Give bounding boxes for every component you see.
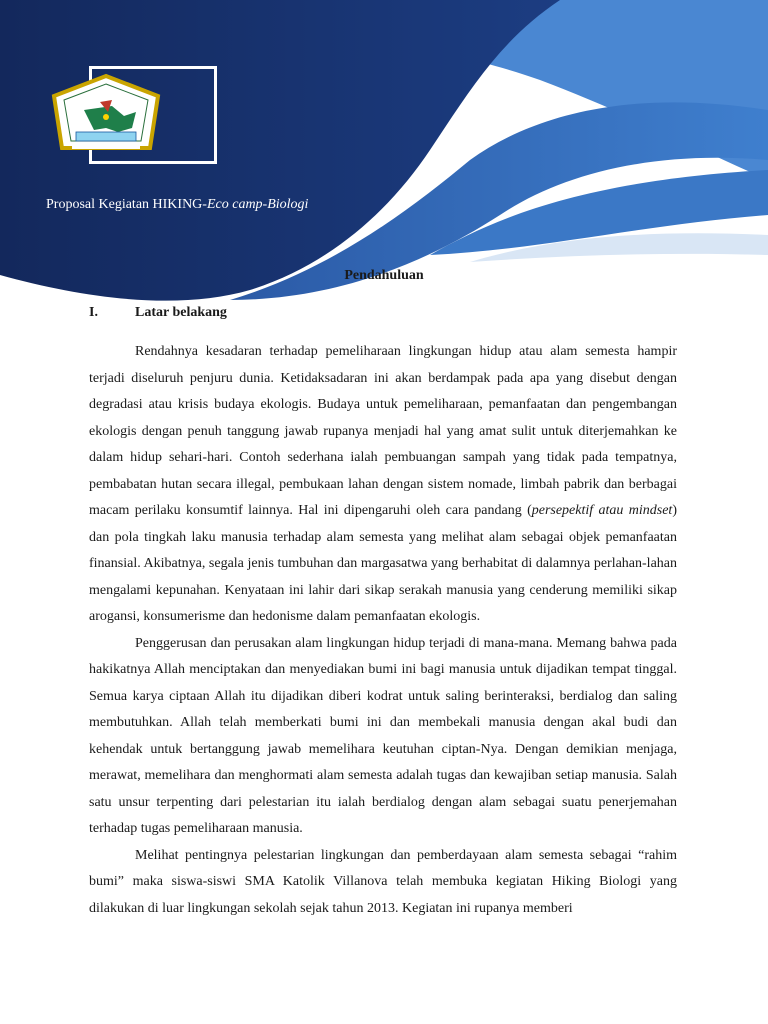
paragraph-1-part-b: ) dan pola tingkah laku manusia terhadap alam semesta yang melihat alam sebagai objek pemanfaatan finansial. Akibatnya, segala jenis tumbuhan dan margasatwa yang berhabitat di dalamnya perlahan-lahan mengalami kepunahan. Kenyataan ini lahir dari sikap serakah manusia yang cenderung memiliki sikap arogansi, konsumerisme dan hedonisme dalam pemanfaatan ekologis. bbox=[89, 503, 677, 624]
school-shield-logo-icon bbox=[50, 72, 162, 162]
cover-title bbox=[46, 197, 308, 213]
paragraph-2: Penggerusan dan perusakan alam lingkungan hidup terjadi di mana-mana. Memang bahwa pada hakikatnya Allah menciptakan dan menyediakan bumi ini bagi manusia untuk dijadikan tempat tinggal. Semua karya ciptaan Allah itu dijadikan diberi kodrat untuk saling berinteraksi, berdialog dan saling membutuhkan. Allah telah memberkati bumi ini dan membekali manusia dengan akal budi dan kehendak untuk bertanggung jawab memelihara keutuhan ciptan-Nya. Dengan demikian menjaga, merawat, memelihara dan menghormati alam semesta adalah tugas dan kewajiban setiap manusia. Salah satu unsur terpenting dari pelestarian itu ialah berdialog dengan alam sebagai suatu penerjemahan terhadap tugas pemeliharaan manusia. bbox=[89, 635, 677, 836]
document-body bbox=[89, 339, 677, 922]
paragraph-3: Melihat pentingnya pelestarian lingkungan dan pemberdayaan alam semesta sebagai “rahim bumi” maka siswa-siswi SMA Katolik Villanova telah membuka kegiatan Hiking Biologi yang dilakukan di luar lingkungan sekolah sejak tahun 2013. Kegiatan ini rupanya memberi bbox=[89, 847, 677, 916]
subsection-number: I. bbox=[89, 305, 98, 320]
cover-title-plain: Proposal Kegiatan HIKING- bbox=[46, 197, 207, 212]
section-title: Pendahuluan bbox=[344, 268, 424, 283]
paragraph-1-part-a: Rendahnya kesadaran terhadap pemeliharaan lingkungan hidup atau alam semesta hampir terjadi diseluruh penjuru dunia. Ketidaksadaran ini akan berdampak pada apa yang disebut dengan degradasi atau krisis budaya ekologis. Budaya untuk pemeliharaan, pemanfaatan dan pengembangan ekologis dengan penuh tanggung jawab rupanya menjadi hal yang amat sulit untuk diterjemahkan ke dalam hidup sehari-hari. Contoh sederhana ialah pembuangan sampah yang tidak pada tempatnya, pembabatan hutan secara illegal, pembukaan lahan dengan sistem nomade, limbah pabrik dan berbagai macam perilaku konsumtif lainnya. Hal ini dipengaruhi oleh cara pandang ( bbox=[89, 344, 677, 518]
paragraph-1 bbox=[89, 339, 677, 631]
paragraph-1-italic: persepektif atau mindset bbox=[531, 503, 673, 518]
cover-title-italic: Eco camp-Biologi bbox=[206, 197, 309, 212]
subsection-title: Latar belakang bbox=[135, 305, 227, 320]
